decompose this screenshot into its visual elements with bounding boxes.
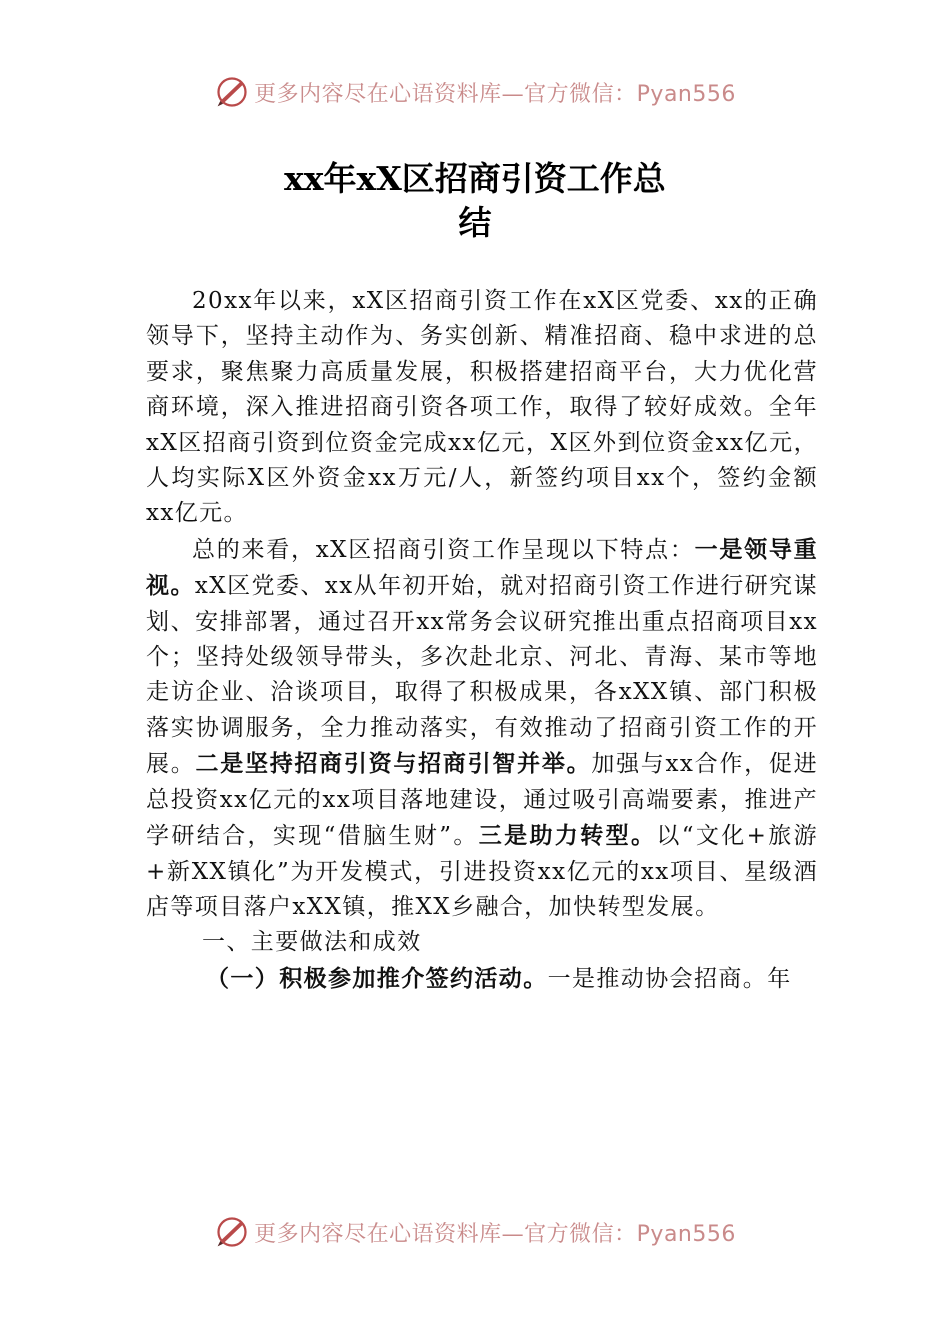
- watermark-text: 更多内容尽在心语资料库—官方微信：Pyan556: [254, 81, 736, 107]
- feature-3-heading: 三是助力转型。: [478, 822, 657, 850]
- document-title: [0, 157, 950, 245]
- feature-2-heading: 二是坚持招商引资与招商引智并举。: [195, 750, 592, 778]
- document-body: [146, 284, 818, 997]
- subsection-1: （一）积极参加推介签约活动。一是推动协会招商。年: [206, 964, 792, 992]
- section-heading-1: 一、主要做法和成效: [202, 929, 422, 956]
- paragraph-overview: 20xx年以来，xX区招商引资工作在xX区党委、xx的正确领导下，坚持主动作为、务实创新、精准招商、稳中求进的总要求，聚焦聚力高质量发展，积极搭建招商平台，大力优化营商环境，深入推进招商引资各项工作，取得了较好成效。全年xX区招商引资到位资金完成xx亿元，X区外到位资金xx亿元，人均实际X区外资金xx万元/人，新签约项目xx个，签约金额xx亿元。: [146, 288, 818, 527]
- subsection-1-heading: （一）积极参加推介签约活动。: [206, 964, 548, 992]
- header-watermark-banner: [0, 70, 950, 114]
- footer-watermark-banner: [0, 1210, 950, 1254]
- title-line-2: 结: [458, 203, 492, 242]
- paragraph-features: 总的来看，xX区招商引资工作呈现以下特点：一是领导重视。xX区党委、xx从年初开始，就对招商引资工作进行研究谋划、安排部署，通过召开xx常务会议研究推出重点招商项目xx个；坚持处级领导带头，多次赴北京、河北、青海、某市等地走访企业、洽谈项目，取得了积极成果，各xXX镇、部门积极落实协调服务，全力推动落实，有效推动了招商引资工作的开展。二是坚持招商引资与招商引智并举。加强与xx合作，促进总投资xx亿元的xx项目落地建设，通过吸引高端要素，推进产学研结合，实现“借脑生财”。三是助力转型。以“文化+旅游+新XX镇化”为开发模式，引进投资xx亿元的xx项目、星级酒店等项目落户xXX镇，推XX乡融合，加快转型发展。: [146, 535, 818, 920]
- feature-1-heading: 一是领导重视。: [146, 535, 818, 600]
- title-line-1: xx年xX区招商引资工作总: [284, 159, 666, 198]
- watermark-text: 更多内容尽在心语资料库—官方微信：Pyan556: [254, 1221, 736, 1247]
- pen-logo-icon: [214, 74, 250, 110]
- pen-logo-icon: [214, 1214, 250, 1250]
